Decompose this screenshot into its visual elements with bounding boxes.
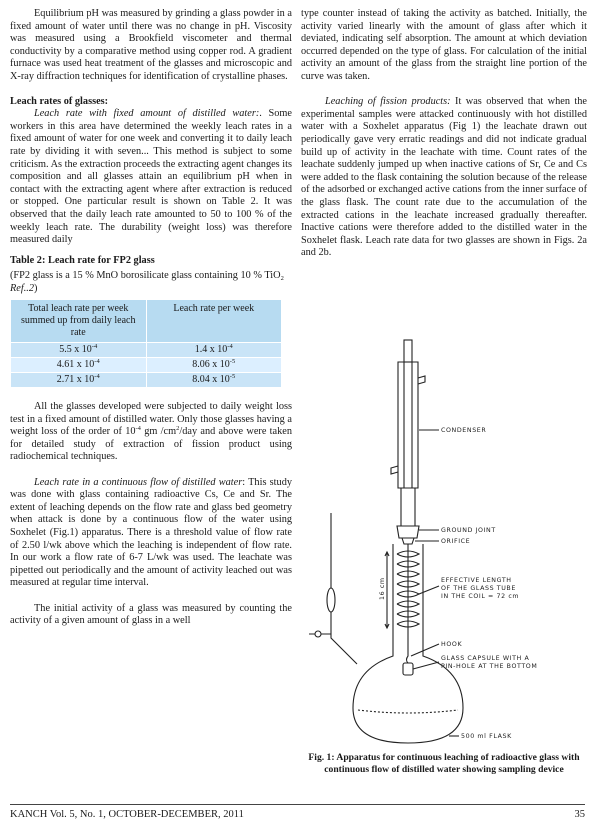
label-effective-length-1: EFFECTIVE LENGTH [441, 577, 512, 584]
hook [407, 638, 409, 663]
label-orifice: ORIFICE [441, 538, 471, 545]
table-cell-weekly [146, 373, 282, 388]
table-header-weekly: Leach rate per week [146, 300, 282, 343]
table-row [11, 343, 282, 358]
label-flask: 500 ml FLASK [461, 733, 512, 740]
cell-mantissa: 2.71 x 10 [56, 374, 95, 386]
cell-exponent: -4 [91, 343, 98, 351]
table-header-total: Total leach rate per week summed up from daily leach rate [11, 300, 147, 343]
weight-loss-exponent: -4 [135, 425, 141, 433]
ground-joint [397, 526, 419, 538]
condenser-top-tube [404, 340, 412, 362]
leach-rate-table [10, 299, 282, 388]
label-ground-joint: GROUND JOINT [441, 527, 496, 534]
table-header-row [11, 300, 282, 343]
paragraph-weight-loss [10, 401, 292, 464]
cell-mantissa: 4.61 x 10 [56, 359, 95, 371]
cell-mantissa: 8.06 x 10 [192, 359, 230, 371]
stopcock-knob [315, 631, 321, 637]
soxhlet-apparatus-figure [301, 338, 587, 748]
pipette-bulb [327, 588, 335, 612]
paragraph-fission-products-body: It was observed that when the experimental samples were attacked continuously with hot distilled water with a Soxhelet apparatus (Fig 1) the leachate drawn out periodically gave very erratic readings and did not indicate gradual build up of activity in the leachate with time. Count rates of the leachate suddenly jumped up when inactive cations of Sr, Ce and Cs were added to the flask containing the solution because of the release of the adsorbed or exchanged active cations from the inner surface of the glass flask. The count rate due to the accumulation of the extracted cations in the leachate increased gradually thereafter. Inactive cations were therefore added to the distilled water in the Soxhelet flask. Leach rate data for two glasses are shown in Figs. 2a and 2b. [301, 96, 587, 259]
table-cell-total [11, 373, 147, 388]
condenser-outlet-nozzle [418, 376, 425, 384]
table-caption [10, 270, 292, 295]
glass-capsule [403, 663, 413, 675]
figure-caption: Fig. 1: Apparatus for continuous leaching of radioactive glass with continuous flow of distilled water showing sampling device [308, 752, 580, 775]
section-heading-leach-rates: Leach rates of glasses: [10, 95, 109, 107]
table-cell-total [11, 358, 147, 373]
label-coil-height: 16 cm [379, 577, 386, 600]
subheading-fission-products: Leaching of fission products: [325, 96, 451, 108]
apparatus-drawing [309, 340, 463, 743]
pipette-stem [331, 612, 357, 664]
cell-mantissa: 5.5 x 10 [59, 344, 92, 356]
paragraph-initial-activity: The initial activity of a glass was measured by counting the activity of a given amount of glass in a well [10, 602, 292, 627]
table-cell-weekly [146, 358, 282, 373]
cell-exponent: -4 [94, 358, 100, 366]
label-capsule-2: PIN-HOLE AT THE BOTTOM [441, 663, 538, 670]
paragraph-continuous-flow [10, 477, 292, 590]
paragraph-continuous-flow-body: : This study was done with glass containing radioactive Cs, Ce and Sr. The extent of leaching depends on the flow rate and glass bed geometry when attack is done by a continuous flow of the water using Soxhelet (Fig.1) apparatus. There is a threshold value of flow rate of 2.50 l/wk above which the leaching is independent of flow rate. In our work a flow rate of 6-7 L/wk was used. The leachate was pipetted out periodically and the amount of activity leached out was measured at regular time interval. [10, 476, 292, 589]
cell-exponent: -4 [227, 343, 233, 351]
label-hook: HOOK [441, 641, 463, 648]
page-footer [10, 804, 585, 820]
table-caption-text: (FP2 glass is a 15 % MnO borosilicate glass containing 10 % TiO [10, 270, 281, 282]
table-caption-reference: Ref..2 [10, 282, 35, 294]
page-number: 35 [574, 809, 585, 820]
right-column [301, 8, 587, 260]
subheading-continuous-flow: Leach rate in a continuous flow of distilled water [34, 476, 243, 488]
weight-loss-text-c: /day and above were taken for detailed study of extraction of fission product using radiochemical techniques. [10, 426, 292, 463]
label-capsule-1: GLASS CAPSULE WITH A [441, 655, 530, 662]
leader-effective-length [419, 586, 439, 594]
subheading-fixed-water: Leach rate with fixed amount of distilled water: [34, 108, 260, 120]
paragraph-fixed-water-body: . Some workers in this area have determined the weekly leach rates in a fixed amount of water for one week and converting it to daily leach rate by dividing it with seven... This method is subject to some criticism. As the extraction proceeds the extracting agent changes its composition and all glasses attain an equilibrium pH when in contact with the extracting agent where after extraction is reduced or stopped. One particular result is shown on Table 2. It was observed that the daily leach rate amounted to 50 to 100 % of the weekly leach rate. The durability (weight loss) was therefore measured daily [10, 108, 292, 246]
table-caption-subscript: 2 [280, 275, 284, 283]
paragraph-counter: type counter instead of taking the activity as batched. Initially, the activity varied linearly with the amount of glass after which it deviated, indicating self absorption. The amount at which deviation occurred depended on the type of glass. For calculation of the initial activity an amount of the glass from the straight line portion of the curve was taken. [301, 8, 587, 82]
table-row [11, 358, 282, 373]
cell-mantissa: 8.04 x 10 [192, 374, 230, 386]
label-condenser: CONDENSER [441, 427, 487, 434]
condenser-neck [401, 488, 415, 526]
leader-hook [411, 644, 439, 656]
table-cell-weekly [146, 343, 282, 358]
cell-exponent: -4 [94, 373, 100, 381]
cell-mantissa: 1.4 x 10 [194, 344, 228, 356]
orifice [402, 538, 414, 544]
left-column [10, 8, 292, 628]
leader-capsule [413, 662, 439, 669]
cell-exponent: -5 [229, 373, 236, 381]
weight-loss-text-b: gm /cm [140, 426, 177, 438]
table-caption-close: ) [34, 282, 38, 294]
paragraph-equilibrium-ph: Equilibrium pH was measured by grinding a glass powder in a fixed amount of water until there was no change in pH. Viscosity was measured using a Brookfield viscometer and thermal conductivity by a comparative method using copper rod. A gradient furnace was used heat treatment of the glasses and microscopic and X-ray diffraction techniques for identification of crystalline phases. [10, 8, 292, 82]
condenser-jacket [398, 362, 418, 488]
table-row [11, 373, 282, 388]
paragraph-fixed-water [10, 108, 292, 247]
weight-loss-text-a: All the glasses developed were subjected to daily weight loss test in a fixed amount of distilled water. Only those glasses having a weight loss of the order of 10 [10, 401, 292, 438]
weight-loss-square: 2 [176, 425, 180, 433]
paragraph-fission-products [301, 96, 587, 260]
cell-exponent: -5 [229, 358, 236, 366]
flask-water-level [358, 710, 458, 713]
label-effective-length-3: IN THE COIL = 72 cm [441, 593, 520, 600]
table-title: Table 2: Leach rate for FP2 glass [10, 254, 155, 266]
condenser-inlet-nozzle [391, 466, 398, 474]
journal-citation: KANCH Vol. 5, No. 1, OCTOBER-DECEMBER, 2011 [10, 809, 244, 820]
label-effective-length-2: OF THE GLASS TUBE [441, 585, 516, 592]
table-cell-total [11, 343, 147, 358]
